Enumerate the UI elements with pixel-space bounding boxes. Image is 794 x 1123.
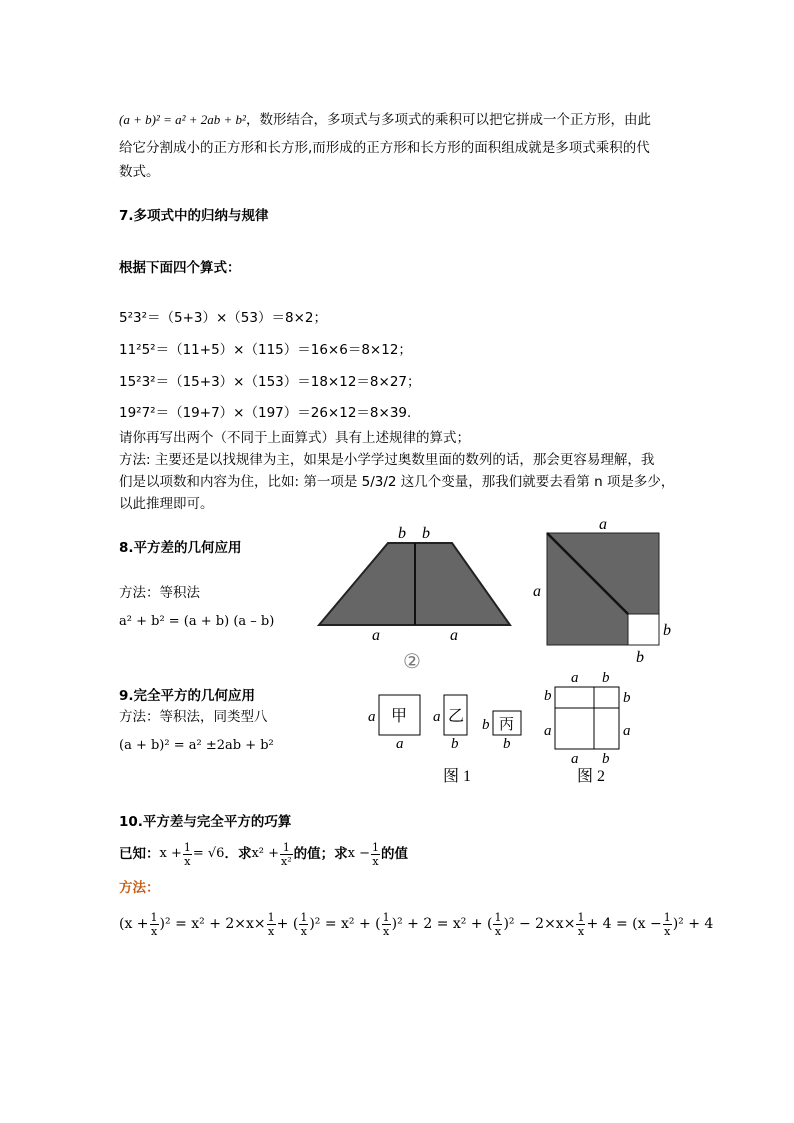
fig2-right-b: b [623,690,631,706]
sq-label-b-right: b [663,622,671,639]
deriv-part-7: + 4 = (x − [586,916,662,932]
frac-den: x [268,924,275,938]
figure-1 [362,690,532,790]
box-bing-char: 丙 [499,715,515,733]
trap-label-b-left: b [398,525,406,542]
fig2-top-a: a [571,670,579,686]
section-10-derivation [119,906,713,942]
section-9-title: 9.完全平方的几何应用 [119,688,256,704]
section-10-known [119,839,408,869]
fig2-square [555,687,619,749]
trapezoid-figure [312,518,517,678]
box-yi-side: a [433,709,441,725]
trap-caption: ② [403,651,421,673]
deriv-part-3: + ( [276,916,299,932]
frac-den: x [150,924,158,938]
frac-den: x [184,854,191,868]
intro-line-2: 给它分割成小的正方形和长方形,而形成的正方形和长方形的面积组成就是多项式乘积的代 [119,140,650,156]
section-8-formula: a² + b² = (a + b) (a – b) [119,614,275,629]
section-8-title: 8.平方差的几何应用 [119,540,242,556]
figure-1-caption: 图 1 [443,768,472,785]
figure-2-caption: 图 2 [577,768,606,785]
fig2-top-b: b [602,670,610,686]
section-7-method-2: 们是以项数和内容为住，比如: 第一项是 5/3/2 这几个变量，那我们就要去看第 n 项是多少， [119,474,675,490]
section-7-method-1: 方法: 主要还是以找规律为主，如果是小学学过奥数里面的数列的话，那会更容易理解，我 [119,452,655,468]
trap-label-b-right: b [422,525,430,542]
equation-1: 5²3²＝（5+3）×（53）＝8×2； [119,310,327,326]
known-lhs: x + [159,846,182,861]
frac-num: 1 [663,910,671,924]
frac-num: 1 [280,841,293,855]
box-jia-bottom: a [396,736,404,752]
section-7-question: 请你再写出两个（不同于上面算式）具有上述规律的算式； [119,430,470,446]
known-eq: = √6 [192,846,225,861]
box-yi-char: 乙 [448,706,465,725]
sq-label-a-top: a [599,516,607,533]
square-figure [528,514,678,669]
ask-2-tail: 的值 [381,846,409,862]
frac-den: x [577,924,585,938]
deriv-part-6: )² − 2×x× [503,916,576,932]
small-square [628,614,659,645]
frac-num: 1 [183,840,191,854]
ask-1-lhs: x² + [251,846,280,861]
box-bing-bottom: b [503,736,511,752]
fig2-left-b: b [544,688,552,704]
section-7-prompt: 根据下面四个算式： [119,260,241,276]
frac-den: x [664,924,671,938]
section-9-formula: (a + b)² = a² ±2ab + b² [119,738,274,753]
ask-2-frac [371,841,380,868]
intro-formula: (a + b)² = a² + 2ab + b² [119,112,246,127]
frac-num: 1 [300,910,308,924]
frac-den: x [300,924,307,938]
equation-4: 19²7²＝（19+7）×（197）＝26×12＝8×39． [119,405,421,421]
section-9-method: 方法：等积法，同类型八 [119,709,268,725]
deriv-part-8: )² + 4 [672,916,714,932]
deriv-frac-6 [576,911,585,938]
trap-label-a-right: a [450,627,458,644]
section-10-method-label: 方法： [119,880,160,896]
known-label: 已知： [119,846,160,862]
equation-3: 15²3²＝（15+3）×（153）＝18×12＝8×27； [119,374,421,390]
frac-num: 1 [150,910,158,924]
deriv-frac-4 [382,911,391,938]
fig2-left-a: a [544,723,552,739]
fig2-bottom-a: a [571,751,579,767]
deriv-frac-2 [267,911,276,938]
box-bing-side: b [482,717,490,733]
box-yi-bottom: b [451,736,459,752]
box-jia-side: a [368,709,376,725]
frac-num: 1 [372,840,380,854]
deriv-frac-1 [150,911,159,938]
section-8-method: 方法：等积法 [119,585,200,601]
fig2-bottom-b: b [602,751,610,767]
deriv-part-1: (x + [119,916,149,932]
sq-label-b-bottom: b [636,649,644,666]
frac-den: x [383,924,390,938]
intro-line-1: ，数形结合，多项式与多项式的乘积可以把它拼成一个正方形，由此 [245,112,651,128]
deriv-part-4: )² = x² + ( [309,916,381,932]
box-jia-char: 甲 [391,706,408,725]
trap-label-a-left: a [372,627,380,644]
ask-2-lhs: x − [347,846,371,861]
fig2-right-a: a [623,723,631,739]
section-10-title: 10.平方差与完全平方的巧算 [119,814,292,830]
ask-1-frac [280,841,293,868]
intro-paragraph [119,110,651,130]
figure-2 [540,668,640,788]
deriv-frac-7 [663,911,672,938]
ask-1-tail: 的值；求 [293,846,348,862]
equation-2: 11²5²＝（11+5）×（115）＝16×6＝8×12； [119,342,412,358]
frac-den: x [494,924,502,938]
ask-1: ．求 [224,846,252,862]
section-7-method-3: 以此推理即可。 [119,496,214,512]
section-7-title: 7.多项式中的归纳与规律 [119,208,269,224]
deriv-part-2: )² = x² + 2×x× [159,916,266,932]
deriv-frac-5 [493,911,502,938]
deriv-part-5: )² + 2 = x² + ( [391,916,493,932]
frac-den: x [372,854,379,868]
sq-label-a-left: a [533,583,541,600]
frac-den: x² [281,854,292,868]
frac-num: 1 [267,910,275,924]
intro-line-3: 数式。 [119,164,160,180]
frac-num: 1 [577,910,585,924]
frac-num: 1 [494,910,502,924]
frac-num: 1 [382,910,390,924]
deriv-frac-3 [299,911,308,938]
known-frac [183,841,192,868]
